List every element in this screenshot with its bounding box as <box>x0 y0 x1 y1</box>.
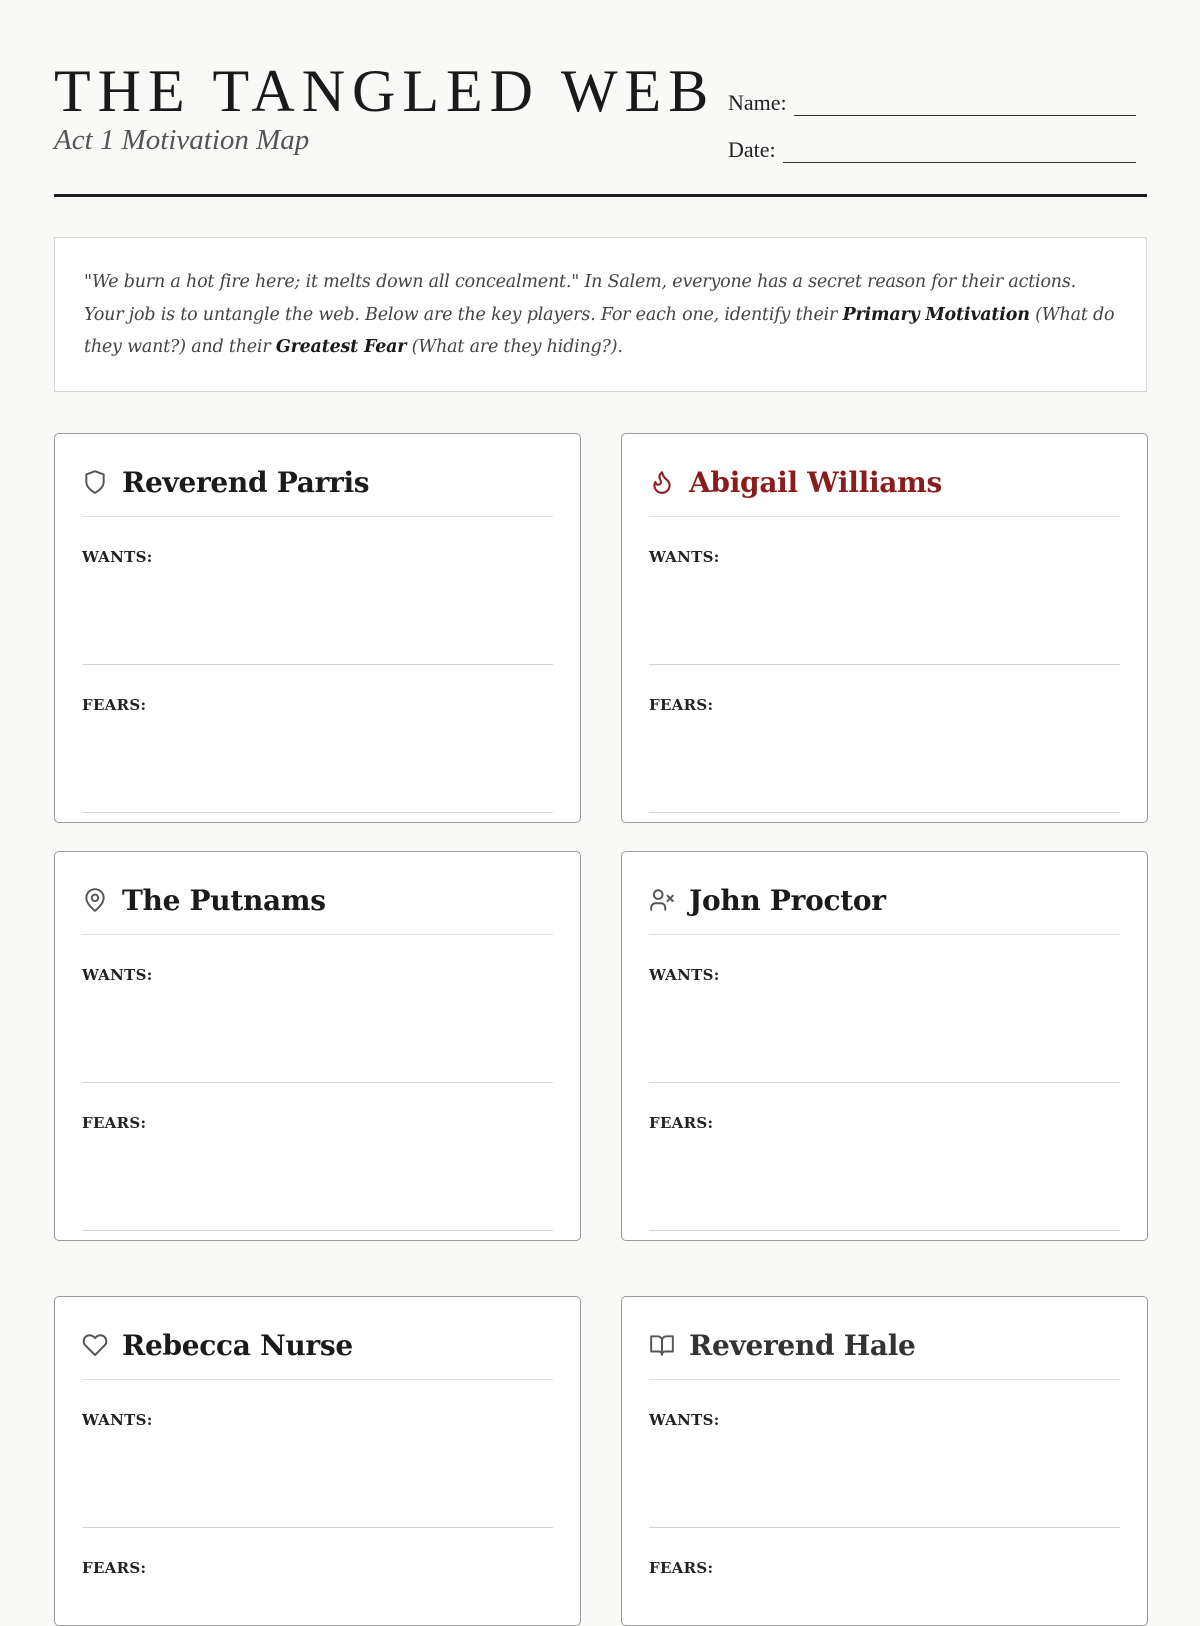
user-x-icon <box>649 887 675 913</box>
name-label: Name: <box>728 90 787 115</box>
intro-text-2: (What do they want?) and their <box>84 304 1115 357</box>
page-title: THE TANGLED WEB <box>54 58 716 124</box>
name-field[interactable] <box>728 90 1136 116</box>
fears-section[interactable] <box>649 665 1120 813</box>
wants-section[interactable] <box>649 517 1120 665</box>
character-card-abigail <box>621 433 1148 823</box>
wants-section[interactable] <box>649 1380 1120 1528</box>
fears-section[interactable] <box>82 1083 553 1231</box>
character-card-rebecca <box>54 1296 581 1626</box>
character-name: The Putnams <box>122 884 326 917</box>
character-card-putnams <box>54 851 581 1241</box>
book-open-icon <box>649 1332 675 1358</box>
fears-label: FEARS: <box>82 1114 147 1132</box>
wants-label: WANTS: <box>82 548 153 566</box>
fears-section[interactable] <box>649 1528 1120 1626</box>
shield-icon <box>82 469 108 495</box>
wants-label: WANTS: <box>82 1411 153 1429</box>
worksheet-header <box>54 0 1147 197</box>
wants-label: WANTS: <box>649 966 720 984</box>
fears-label: FEARS: <box>649 696 714 714</box>
fears-section[interactable] <box>82 1528 553 1626</box>
wants-section[interactable] <box>82 935 553 1083</box>
wants-section[interactable] <box>649 935 1120 1083</box>
date-label: Date: <box>728 137 776 162</box>
character-name: Rebecca Nurse <box>122 1329 353 1362</box>
date-field[interactable] <box>728 137 1136 163</box>
intro-text-3: (What are they hiding?). <box>406 337 623 357</box>
wants-label: WANTS: <box>82 966 153 984</box>
character-card-proctor <box>621 851 1148 1241</box>
page-subtitle: Act 1 Motivation Map <box>54 124 310 156</box>
character-name: Abigail Williams <box>689 466 942 499</box>
fears-section[interactable] <box>649 1083 1120 1231</box>
wants-section[interactable] <box>82 517 553 665</box>
character-card-parris <box>54 433 581 823</box>
map-pin-icon <box>82 887 108 913</box>
fears-label: FEARS: <box>649 1114 714 1132</box>
intro-text-1: "We burn a hot fire here; it melts down all concealment." In Salem, everyone has a secret reason for their actions. Your job is to untangle the web. Below are the key players. For each one, identify their <box>84 272 1077 325</box>
date-blank-line[interactable] <box>783 140 1136 163</box>
fears-label: FEARS: <box>649 1559 714 1577</box>
wants-label: WANTS: <box>649 548 720 566</box>
fears-label: FEARS: <box>82 1559 147 1577</box>
character-name: Reverend Parris <box>122 466 370 499</box>
fears-label: FEARS: <box>82 696 147 714</box>
wants-label: WANTS: <box>649 1411 720 1429</box>
character-name: Reverend Hale <box>689 1329 916 1362</box>
instructions-box <box>54 237 1147 392</box>
character-card-hale <box>621 1296 1148 1626</box>
wants-section[interactable] <box>82 1380 553 1528</box>
fears-section[interactable] <box>82 665 553 813</box>
heart-icon <box>82 1332 108 1358</box>
intro-bold-motivation: Primary Motivation <box>842 304 1030 325</box>
name-blank-line[interactable] <box>794 93 1136 116</box>
intro-bold-fear: Greatest Fear <box>275 337 407 357</box>
character-name: John Proctor <box>689 884 886 917</box>
flame-icon <box>649 469 675 495</box>
